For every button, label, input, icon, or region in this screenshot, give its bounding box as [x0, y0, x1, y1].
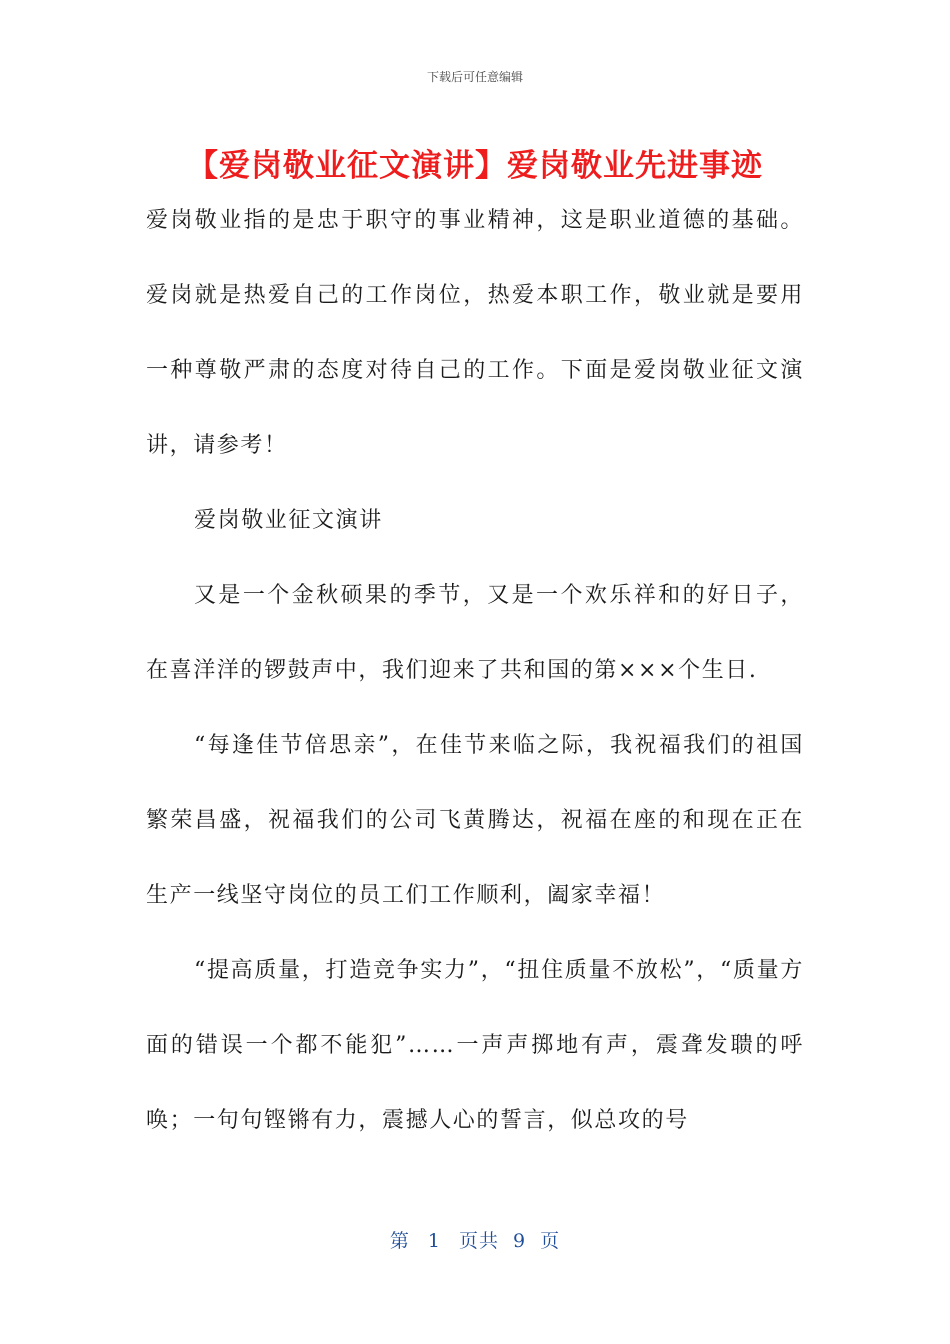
document-body: [146, 183, 804, 1158]
body-paragraph: “每逢佳节倍思亲”，在佳节来临之际，我祝福我们的祖国繁荣昌盛，祝福我们的公司飞黄腾达，祝福在座的和现在正在生产一线坚守岗位的员工们工作顺利，阖家幸福！: [146, 733, 804, 908]
document-title: 【爱岗敬业征文演讲】爱岗敬业先进事迹: [187, 148, 763, 184]
header-note: 下载后可任意编辑: [426, 70, 523, 84]
footer-total-pages: 9: [513, 1230, 527, 1252]
body-paragraph: “提高质量，打造竞争实力”，“扭住质量不放松”，“质量方面的错误一个都不能犯”……一声声掷地有声，震聋发聩的呼唤；一句句铿锵有力，震撼人心的誓言，似总攻的号: [146, 958, 804, 1133]
footer-page-number: 1: [427, 1230, 441, 1252]
page-footer: [0, 1226, 950, 1253]
footer-prefix: 第: [389, 1230, 410, 1252]
footer-middle: 页共: [458, 1230, 499, 1252]
section-heading: 爱岗敬业征文演讲: [194, 508, 383, 533]
body-paragraph: 又是一个金秋硕果的季节，又是一个欢乐祥和的好日子，在喜洋洋的锣鼓声中，我们迎来了共和国的第×××个生日.: [146, 583, 804, 683]
footer-suffix: 页: [540, 1230, 561, 1252]
intro-paragraph: 爱岗敬业指的是忠于职守的事业精神，这是职业道德的基础。爱岗就是热爱自己的工作岗位，热爱本职工作，敬业就是要用一种尊敬严肃的态度对待自己的工作。下面是爱岗敬业征文演讲，请参考！: [146, 208, 804, 458]
